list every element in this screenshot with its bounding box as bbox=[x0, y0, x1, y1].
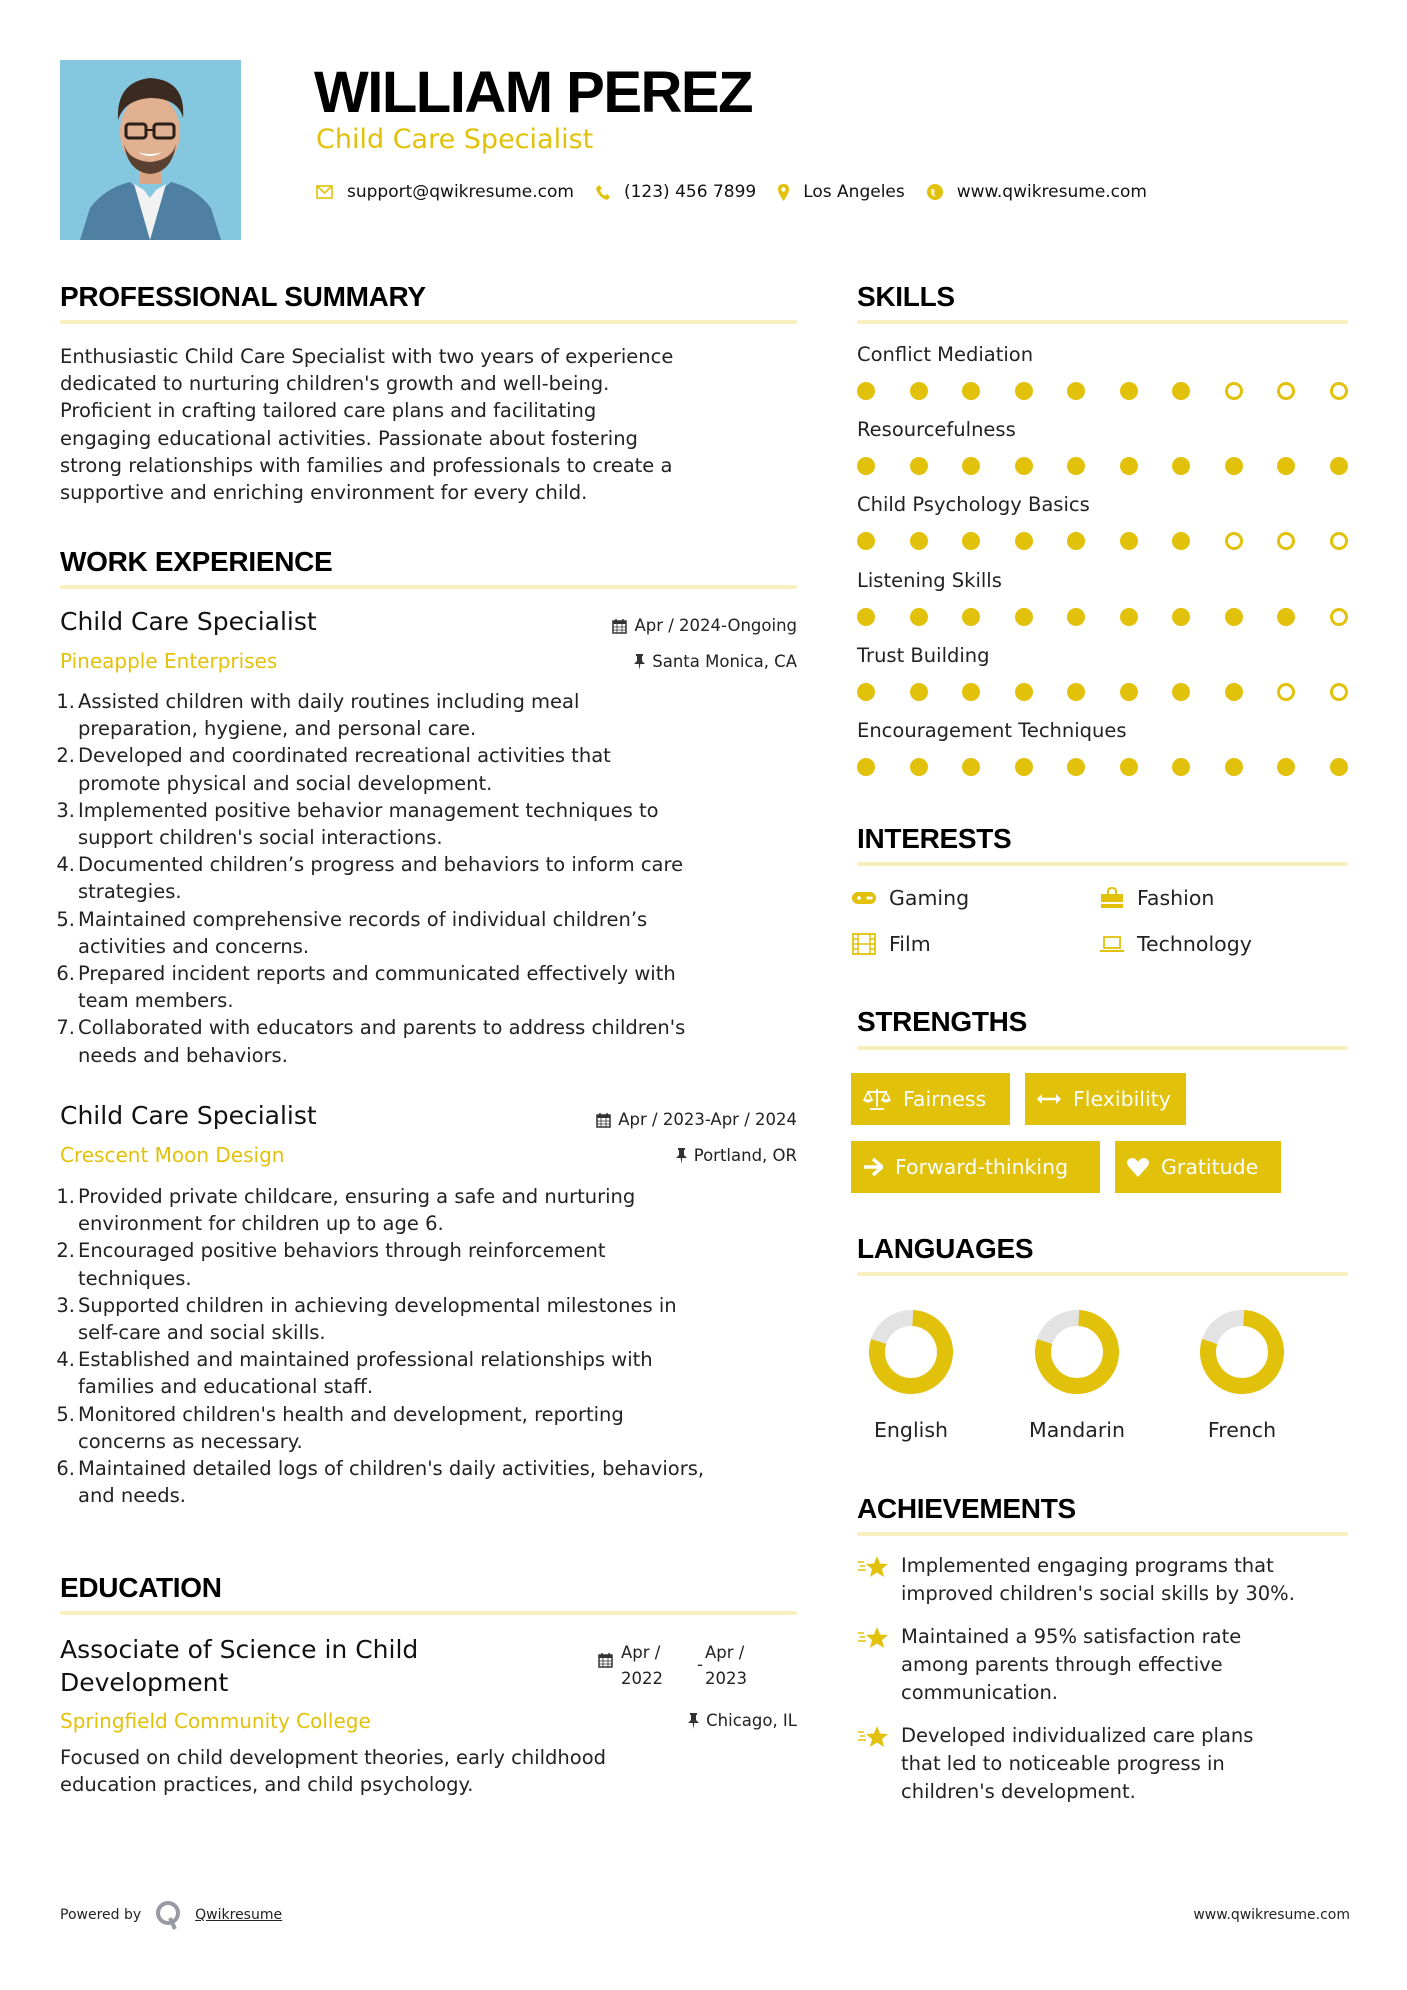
duty-line: Monitored children's health and development, reporting bbox=[78, 1402, 624, 1426]
rating-dot-filled bbox=[910, 683, 928, 701]
profile-photo bbox=[60, 60, 241, 240]
summary-line: strong relationships with families and professionals to create a bbox=[60, 453, 673, 477]
experience-divider bbox=[60, 585, 797, 589]
achievements-heading: ACHIEVEMENTS bbox=[857, 1493, 1076, 1524]
rating-dot-empty bbox=[1330, 608, 1348, 626]
duty-item bbox=[56, 688, 805, 742]
rating-dot-filled bbox=[1172, 608, 1190, 626]
rating-dot-empty bbox=[1277, 683, 1295, 701]
duty-item bbox=[56, 1183, 805, 1237]
job-company: Crescent Moon Design bbox=[60, 1143, 285, 1167]
duty-item bbox=[56, 742, 805, 796]
skill-item bbox=[857, 718, 1348, 793]
map-marker-icon bbox=[778, 184, 789, 201]
calendar-icon bbox=[598, 1652, 613, 1668]
duty-number: 7. bbox=[56, 1016, 75, 1040]
footer-powered-by bbox=[60, 1900, 282, 1930]
rating-dot-filled bbox=[1120, 457, 1138, 475]
duty-line: Documented children’s progress and behaviors to inform care bbox=[78, 853, 684, 877]
candidate-name: WILLIAM PEREZ bbox=[314, 60, 753, 125]
person-portrait-icon bbox=[60, 60, 241, 240]
candidate-title: Child Care Specialist bbox=[316, 124, 594, 155]
education-start bbox=[621, 1640, 663, 1692]
contact-phone[interactable] bbox=[596, 182, 756, 202]
skill-rating bbox=[857, 682, 1348, 702]
rating-dot-filled bbox=[962, 532, 980, 550]
duty-item bbox=[56, 1014, 805, 1068]
rating-dot-filled bbox=[1225, 608, 1243, 626]
skill-rating bbox=[857, 456, 1348, 476]
summary-line: Proficient in crafting tailored care plans and facilitating bbox=[60, 399, 597, 423]
star-icon bbox=[857, 1722, 901, 1806]
duty-line: Developed and coordinated recreational activities that bbox=[78, 744, 611, 768]
phone-text: (123) 456 7899 bbox=[623, 182, 757, 202]
rating-dot-filled bbox=[1225, 683, 1243, 701]
education-dates bbox=[598, 1640, 747, 1692]
duty-line: needs and behaviors. bbox=[78, 1043, 288, 1067]
summary-line: supportive and enriching environment for every child. bbox=[60, 481, 588, 505]
thumbtack-icon bbox=[634, 654, 645, 670]
duty-item bbox=[56, 1455, 805, 1509]
duty-item bbox=[56, 1401, 805, 1455]
film-icon bbox=[851, 933, 877, 955]
achievement-text bbox=[901, 1552, 1295, 1608]
rating-dot-filled bbox=[1067, 758, 1085, 776]
date-separator: - bbox=[697, 1655, 703, 1674]
duty-line: Prepared incident reports and communicated effectively with bbox=[78, 962, 676, 986]
skill-name: Trust Building bbox=[857, 643, 990, 667]
rating-dot-filled bbox=[1067, 608, 1085, 626]
rating-dot-filled bbox=[910, 608, 928, 626]
language-item bbox=[1177, 1310, 1307, 1444]
strength-label: Flexibility bbox=[1073, 1087, 1171, 1111]
skill-name: Resourcefulness bbox=[857, 418, 1016, 442]
strengths-heading: STRENGTHS bbox=[857, 1006, 1027, 1037]
job-location-text: Portland, OR bbox=[693, 1146, 797, 1165]
summary-line: engaging educational activities. Passionate about fostering bbox=[60, 426, 638, 450]
education-description bbox=[60, 1744, 800, 1798]
rating-dot-filled bbox=[857, 758, 875, 776]
strength-forward-thinking bbox=[851, 1141, 1100, 1193]
job-title: Child Care Specialist bbox=[60, 607, 317, 636]
contact-email[interactable] bbox=[316, 182, 574, 202]
duty-item bbox=[56, 1346, 805, 1400]
duty-number: 5. bbox=[56, 907, 75, 931]
description-line: education practices, and child psychology. bbox=[60, 1773, 474, 1797]
rating-dot-empty bbox=[1330, 532, 1348, 550]
rating-dot-filled bbox=[1120, 532, 1138, 550]
duty-line: techniques. bbox=[78, 1266, 192, 1290]
duty-number: 2. bbox=[56, 744, 75, 768]
achievement-line: children's development. bbox=[901, 1780, 1136, 1803]
rating-dot-filled bbox=[1015, 683, 1033, 701]
job-location-text: Santa Monica, CA bbox=[652, 652, 797, 671]
start-month: Apr / bbox=[621, 1643, 661, 1662]
phone-icon bbox=[596, 184, 610, 200]
duty-line: environment for children up to age 6. bbox=[78, 1212, 444, 1236]
qwikresume-link[interactable]: Qwikresume bbox=[195, 1907, 283, 1923]
duty-line: team members. bbox=[78, 989, 234, 1013]
duty-line: Assisted children with daily routines including meal bbox=[78, 690, 580, 713]
rating-dot-filled bbox=[1277, 608, 1295, 626]
rating-dot-filled bbox=[1277, 457, 1295, 475]
powered-by-text: Powered by bbox=[60, 1907, 142, 1923]
job-dates-text: Apr / 2023-Apr / 2024 bbox=[618, 1110, 797, 1129]
rating-dot-filled bbox=[857, 532, 875, 550]
end-month: Apr / bbox=[704, 1643, 745, 1662]
globe-icon bbox=[927, 184, 943, 200]
job-dates-text: Apr / 2024-Ongoing bbox=[634, 616, 797, 635]
language-donut bbox=[1035, 1310, 1119, 1394]
rating-dot-filled bbox=[1015, 608, 1033, 626]
job-location bbox=[676, 1144, 797, 1168]
rating-dot-empty bbox=[1277, 382, 1295, 400]
duty-line: activities and concerns. bbox=[78, 934, 310, 958]
balance-scale-icon bbox=[863, 1088, 891, 1110]
duty-line: Provided private childcare, ensuring a safe and nurturing bbox=[78, 1185, 636, 1208]
arrow-right-icon bbox=[863, 1158, 883, 1176]
duty-item bbox=[56, 1237, 805, 1291]
education-location-text: Chicago, IL bbox=[706, 1711, 797, 1730]
achievements-divider bbox=[857, 1532, 1348, 1536]
skill-item bbox=[857, 568, 1348, 643]
skill-name: Child Psychology Basics bbox=[857, 493, 1090, 517]
rating-dot-filled bbox=[1120, 382, 1138, 400]
rating-dot-filled bbox=[910, 532, 928, 550]
skills-list bbox=[857, 342, 1348, 793]
duty-line: self-care and social skills. bbox=[78, 1321, 326, 1345]
duty-line: Maintained comprehensive records of individual children’s bbox=[78, 907, 648, 931]
description-line: Focused on child development theories, early childhood bbox=[60, 1746, 607, 1769]
location-text: Los Angeles bbox=[803, 182, 905, 202]
skill-name: Conflict Mediation bbox=[857, 343, 1034, 366]
rating-dot-filled bbox=[962, 683, 980, 701]
job-dates bbox=[612, 614, 797, 638]
rating-dot-filled bbox=[857, 608, 875, 626]
language-item bbox=[1012, 1310, 1142, 1444]
envelope-icon bbox=[316, 185, 333, 199]
duty-line: strategies. bbox=[78, 880, 182, 904]
rating-dot-filled bbox=[1015, 532, 1033, 550]
duty-number: 6. bbox=[56, 1457, 75, 1481]
skill-item bbox=[857, 342, 1348, 417]
star-icon bbox=[857, 1552, 901, 1608]
school-name: Springfield Community College bbox=[60, 1709, 371, 1733]
duty-line: Established and maintained professional relationships with bbox=[78, 1348, 653, 1372]
education-heading: EDUCATION bbox=[60, 1572, 222, 1603]
skills-divider bbox=[857, 320, 1348, 324]
arrows-horizontal-icon bbox=[1037, 1092, 1061, 1106]
rating-dot-filled bbox=[962, 608, 980, 626]
rating-dot-filled bbox=[1172, 683, 1190, 701]
job-title: Child Care Specialist bbox=[60, 1101, 317, 1130]
language-donut bbox=[869, 1310, 953, 1394]
rating-dot-filled bbox=[1172, 457, 1190, 475]
rating-dot-empty bbox=[1225, 382, 1243, 400]
interest-label: Technology bbox=[1137, 932, 1252, 956]
rating-dot-empty bbox=[1330, 683, 1348, 701]
rating-dot-filled bbox=[1015, 758, 1033, 776]
duty-item bbox=[56, 851, 805, 905]
duty-line: concerns as necessary. bbox=[78, 1429, 303, 1453]
rating-dot-filled bbox=[1172, 532, 1190, 550]
thumbtack-icon bbox=[676, 1148, 687, 1164]
duty-line: preparation, hygiene, and personal care. bbox=[78, 717, 477, 741]
rating-dot-filled bbox=[1172, 758, 1190, 776]
skill-rating bbox=[857, 607, 1348, 627]
duty-line: support children's social interactions. bbox=[78, 826, 443, 850]
skill-name: Listening Skills bbox=[857, 568, 1002, 592]
job-location bbox=[634, 650, 797, 674]
summary-line: Enthusiastic Child Care Specialist with two years of experience bbox=[60, 345, 674, 368]
achievement-line: Implemented engaging programs that bbox=[901, 1554, 1274, 1577]
duty-line: Collaborated with educators and parents to address children's bbox=[78, 1016, 686, 1040]
achievement-text bbox=[901, 1722, 1253, 1806]
heart-icon bbox=[1127, 1157, 1149, 1177]
skill-rating bbox=[857, 381, 1348, 401]
job-duties bbox=[56, 1183, 805, 1509]
duty-number: 3. bbox=[56, 798, 75, 822]
education-location bbox=[688, 1709, 797, 1733]
rating-dot-filled bbox=[1225, 457, 1243, 475]
duty-item bbox=[56, 797, 805, 851]
achievement-item bbox=[857, 1623, 1357, 1707]
duty-item bbox=[56, 960, 805, 1014]
duty-line: Supported children in achieving developmental milestones in bbox=[78, 1293, 677, 1317]
job-dates bbox=[596, 1108, 797, 1132]
strength-gratitude bbox=[1115, 1141, 1281, 1193]
contact-location bbox=[778, 182, 905, 202]
strength-label: Gratitude bbox=[1161, 1155, 1259, 1179]
rating-dot-filled bbox=[910, 382, 928, 400]
job-duties bbox=[56, 688, 805, 1069]
skill-item bbox=[857, 417, 1348, 492]
strengths-divider bbox=[857, 1046, 1348, 1050]
strength-label: Forward-thinking bbox=[895, 1155, 1069, 1179]
rating-dot-filled bbox=[962, 457, 980, 475]
duty-line: promote physical and social development. bbox=[78, 771, 493, 795]
end-year: 2023 bbox=[704, 1669, 747, 1688]
rating-dot-filled bbox=[857, 382, 875, 400]
interest-label: Gaming bbox=[889, 886, 970, 910]
interest-label: Film bbox=[889, 932, 931, 956]
gamepad-icon bbox=[851, 887, 877, 909]
duty-line: Maintained detailed logs of children's daily activities, behaviors, bbox=[78, 1457, 705, 1481]
rating-dot-filled bbox=[1015, 382, 1033, 400]
skill-name: Encouragement Techniques bbox=[857, 718, 1127, 742]
duty-line: Encouraged positive behaviors through reinforcement bbox=[78, 1239, 606, 1263]
rating-dot-empty bbox=[1330, 382, 1348, 400]
duty-line: Implemented positive behavior management techniques to bbox=[78, 798, 659, 822]
interest-technology bbox=[1099, 930, 1252, 958]
star-icon bbox=[857, 1623, 901, 1707]
duty-number: 3. bbox=[56, 1293, 75, 1317]
language-label: French bbox=[1207, 1418, 1277, 1442]
calendar-icon bbox=[596, 1112, 611, 1128]
interest-gaming bbox=[851, 884, 969, 912]
rating-dot-filled bbox=[1330, 758, 1348, 776]
rating-dot-filled bbox=[1015, 457, 1033, 475]
experience-heading: WORK EXPERIENCE bbox=[60, 546, 333, 577]
summary-heading: PROFESSIONAL SUMMARY bbox=[60, 281, 426, 312]
contact-row bbox=[316, 178, 1169, 206]
summary-text bbox=[60, 343, 800, 506]
website-text: www.qwikresume.com bbox=[956, 182, 1147, 202]
degree-line: Development bbox=[60, 1668, 229, 1697]
duty-number: 5. bbox=[56, 1402, 75, 1426]
strength-label: Fairness bbox=[903, 1087, 987, 1111]
footer-website-link[interactable]: www.qwikresume.com bbox=[1193, 1907, 1350, 1923]
duty-number: 1. bbox=[56, 1185, 75, 1208]
duty-line: families and educational staff. bbox=[78, 1375, 374, 1399]
achievement-text bbox=[901, 1623, 1241, 1707]
skill-item bbox=[857, 492, 1348, 567]
rating-dot-empty bbox=[1225, 532, 1243, 550]
language-label: English bbox=[873, 1418, 949, 1442]
shopping-bag-icon bbox=[1099, 887, 1125, 909]
laptop-icon bbox=[1099, 933, 1125, 955]
achievement-line: Maintained a 95% satisfaction rate bbox=[901, 1625, 1242, 1648]
achievement-item bbox=[857, 1722, 1357, 1806]
achievement-line: Developed individualized care plans bbox=[901, 1724, 1254, 1747]
job-company: Pineapple Enterprises bbox=[60, 649, 278, 673]
achievement-line: communication. bbox=[901, 1681, 1058, 1704]
rating-dot-filled bbox=[1277, 758, 1295, 776]
duty-number: 1. bbox=[56, 690, 75, 713]
rating-dot-filled bbox=[1120, 608, 1138, 626]
languages-divider bbox=[857, 1272, 1348, 1276]
language-item bbox=[846, 1310, 976, 1444]
rating-dot-filled bbox=[857, 683, 875, 701]
language-donut bbox=[1200, 1310, 1284, 1394]
email-text: support@qwikresume.com bbox=[347, 182, 574, 202]
duty-item bbox=[56, 1292, 805, 1346]
interests-heading: INTERESTS bbox=[857, 823, 1012, 854]
rating-dot-filled bbox=[1172, 382, 1190, 400]
summary-divider bbox=[60, 320, 797, 324]
duty-number: 2. bbox=[56, 1239, 75, 1263]
duty-number: 4. bbox=[56, 853, 75, 877]
rating-dot-empty bbox=[1277, 532, 1295, 550]
rating-dot-filled bbox=[1120, 758, 1138, 776]
rating-dot-filled bbox=[910, 457, 928, 475]
language-label: Mandarin bbox=[1029, 1418, 1125, 1442]
degree-line: Associate of Science in Child bbox=[60, 1635, 419, 1664]
interest-fashion bbox=[1099, 884, 1214, 912]
skill-item bbox=[857, 643, 1348, 718]
achievement-line: that led to noticeable progress in bbox=[901, 1752, 1225, 1775]
rating-dot-filled bbox=[1067, 683, 1085, 701]
education-end bbox=[705, 1640, 747, 1692]
rating-dot-filled bbox=[1225, 758, 1243, 776]
interest-label: Fashion bbox=[1137, 886, 1215, 910]
thumbtack-icon bbox=[688, 1713, 699, 1729]
degree-title bbox=[60, 1633, 540, 1699]
rating-dot-filled bbox=[1067, 457, 1085, 475]
interests-divider bbox=[857, 862, 1348, 866]
rating-dot-filled bbox=[1067, 532, 1085, 550]
calendar-icon bbox=[612, 618, 627, 634]
contact-website[interactable] bbox=[927, 182, 1147, 202]
rating-dot-filled bbox=[1330, 457, 1348, 475]
skill-rating bbox=[857, 757, 1348, 777]
rating-dot-filled bbox=[857, 457, 875, 475]
strength-fairness bbox=[851, 1073, 1010, 1125]
achievement-line: improved children's social skills by 30%. bbox=[901, 1582, 1295, 1605]
duty-number: 6. bbox=[56, 962, 75, 986]
rating-dot-filled bbox=[962, 758, 980, 776]
duty-number: 4. bbox=[56, 1348, 75, 1372]
interest-film bbox=[851, 930, 931, 958]
summary-line: dedicated to nurturing children's growth and well-being. bbox=[60, 372, 610, 396]
skills-heading: SKILLS bbox=[857, 281, 955, 312]
duty-line: and needs. bbox=[78, 1484, 186, 1508]
languages-heading: LANGUAGES bbox=[857, 1233, 1034, 1264]
rating-dot-filled bbox=[910, 758, 928, 776]
education-divider bbox=[60, 1611, 797, 1615]
start-year: 2022 bbox=[621, 1669, 663, 1688]
achievement-item bbox=[857, 1552, 1357, 1608]
rating-dot-filled bbox=[1120, 683, 1138, 701]
qwikresume-logo-icon bbox=[155, 1900, 183, 1930]
rating-dot-filled bbox=[962, 382, 980, 400]
strength-flexibility bbox=[1025, 1073, 1186, 1125]
skill-rating bbox=[857, 531, 1348, 551]
duty-item bbox=[56, 906, 805, 960]
achievement-line: among parents through effective bbox=[901, 1653, 1223, 1676]
rating-dot-filled bbox=[1067, 382, 1085, 400]
